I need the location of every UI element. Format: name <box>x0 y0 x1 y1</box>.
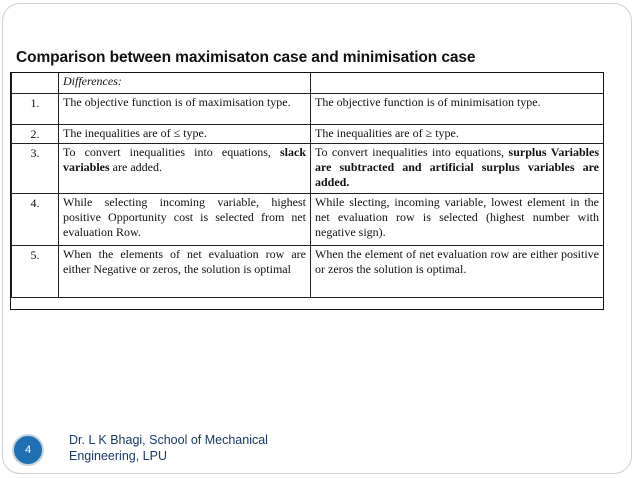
cell-text: When the elements of net evaluation row are either Negative or zeros, the solution is optimal <box>63 247 306 276</box>
row-number: 1. <box>12 94 59 125</box>
minimisation-cell <box>311 194 604 246</box>
cell-text: The inequalities are of ≥ type. <box>315 126 459 140</box>
cell-text: While slecting, incoming variable, lowest element in the net evaluation row is selected (highest number with negative sign). <box>315 195 599 239</box>
table-row <box>12 144 604 194</box>
table-header-differences: Differences: <box>59 73 311 94</box>
comparison-table <box>11 72 604 298</box>
table-row <box>12 194 604 246</box>
maximisation-cell <box>59 246 311 298</box>
cell-text: The objective function is of minimisation type. <box>315 95 541 109</box>
minimisation-cell <box>311 94 604 125</box>
table-row <box>12 246 604 298</box>
cell-bold-text: surplus Variables are subtracted and artificial surplus variables are added. <box>315 145 599 189</box>
table-row <box>12 125 604 144</box>
table-row <box>12 94 604 125</box>
table-header-right <box>311 73 604 94</box>
cell-text: To convert inequalities into equations, <box>315 145 509 159</box>
minimisation-cell <box>311 125 604 144</box>
page-number-badge: 4 <box>12 434 44 466</box>
row-number: 2. <box>12 125 59 144</box>
footer-line-1: Dr. L K Bhagi, School of Mechanical <box>69 433 268 447</box>
maximisation-cell <box>59 194 311 246</box>
cell-text: To convert inequalities into equations, <box>63 145 280 159</box>
maximisation-cell <box>59 144 311 194</box>
slide-title: Comparison between maximisaton case and minimisation case <box>16 49 476 66</box>
cell-text: The objective function is of maximisation type. <box>63 95 291 109</box>
cell-text: When the element of net evaluation row are either positive or zeros the solution is optimal. <box>315 247 599 276</box>
row-number: 3. <box>12 144 59 194</box>
minimisation-cell <box>311 246 604 298</box>
maximisation-cell <box>59 94 311 125</box>
cell-text: While selecting incoming variable, highest positive Opportunity cost is selected from net evaluation Row. <box>63 195 306 239</box>
table-header-number-cell <box>12 73 59 94</box>
maximisation-cell <box>59 125 311 144</box>
footer-line-2: Engineering, LPU <box>69 449 167 463</box>
cell-text: are added. <box>109 160 162 174</box>
row-number: 5. <box>12 246 59 298</box>
table-header-row <box>12 73 604 94</box>
minimisation-cell <box>311 144 604 194</box>
cell-bold-text: slack variables <box>63 145 306 174</box>
row-number: 4. <box>12 194 59 246</box>
footer-credit <box>69 432 268 464</box>
cell-text: The inequalities are of ≤ type. <box>63 126 207 140</box>
